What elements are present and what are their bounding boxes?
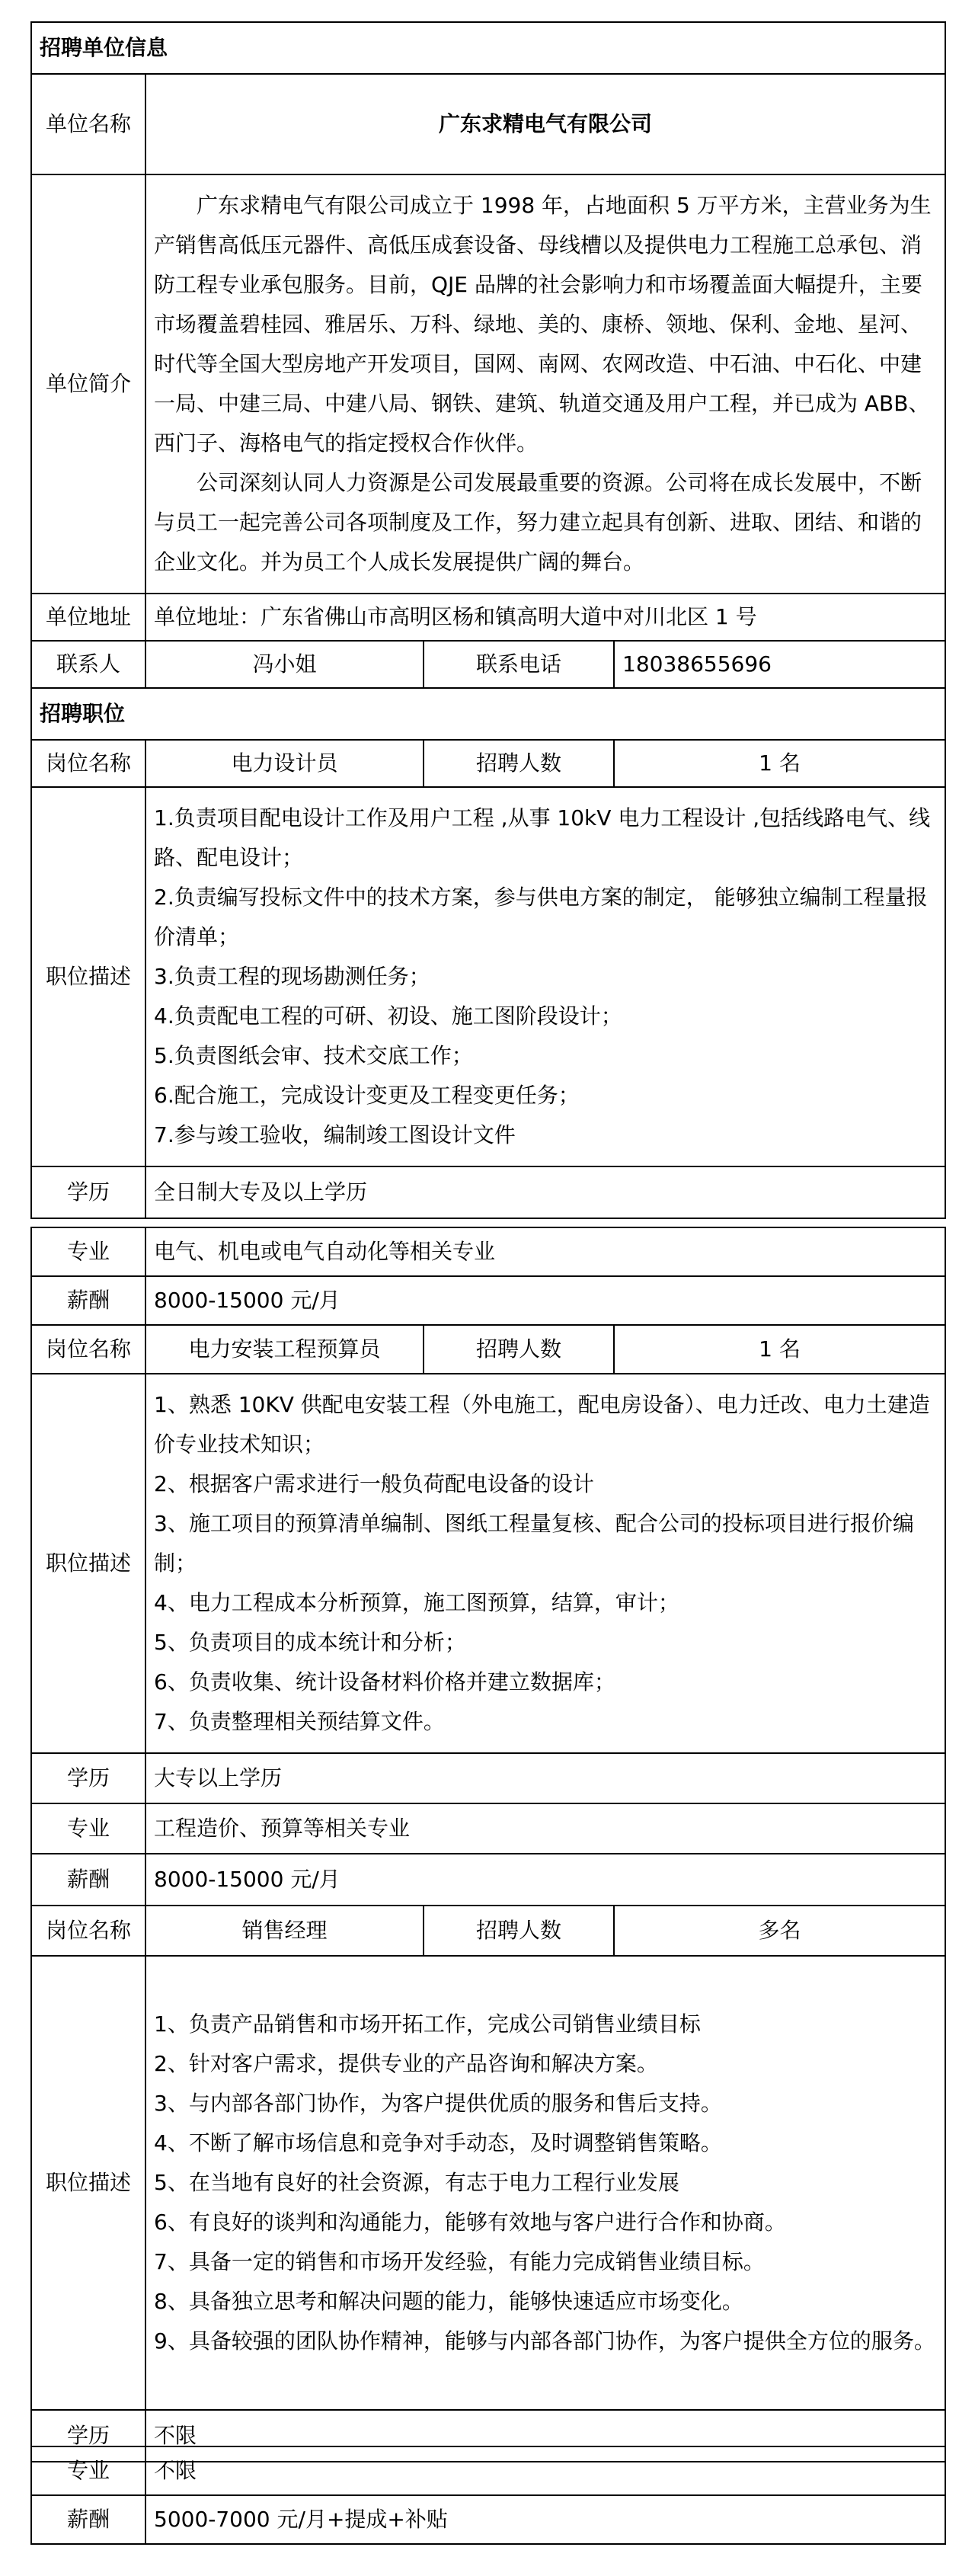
description-item: 5、在当地有良好的社会资源，有志于电力工程行业发展 — [154, 2170, 679, 2195]
description-item: 6、负责收集、统计设备材料价格并建立数据库； — [154, 1669, 615, 1694]
education-label: 学历 — [31, 1166, 145, 1218]
description-item: 7、负责整理相关预结算文件。 — [154, 1709, 445, 1734]
description-item: 4、电力工程成本分析预算，施工图预算，结算，审计； — [154, 1590, 679, 1615]
company-intro-label: 单位简介 — [31, 174, 145, 594]
description-item: 7、具备一定的销售和市场开发经验，有能力完成销售业绩目标。 — [154, 2249, 765, 2274]
position-name-label: 岗位名称 — [31, 1906, 145, 1956]
major-label: 专业 — [31, 1227, 145, 1276]
position-education: 不限 — [145, 2410, 945, 2462]
description-item: 6.配合施工，完成设计变更及工程变更任务； — [154, 1083, 580, 1108]
description-item: 2、针对客户需求，提供专业的产品咨询和解决方案。 — [154, 2051, 658, 2076]
position-salary: 8000-15000 元/月 — [145, 1854, 945, 1906]
description-label: 职位描述 — [31, 1374, 145, 1753]
position-education: 大专以上学历 — [145, 1753, 945, 1803]
address-label: 单位地址 — [31, 594, 145, 641]
position-name-label: 岗位名称 — [31, 1325, 145, 1374]
company-intro — [145, 174, 945, 594]
description-item: 8、具备独立思考和解决问题的能力，能够快速适应市场变化。 — [154, 2289, 743, 2314]
position-name-label: 岗位名称 — [31, 740, 145, 787]
headcount-label: 招聘人数 — [424, 740, 614, 787]
section-company-info-title: 招聘单位信息 — [31, 22, 945, 74]
salary-label: 薪酬 — [31, 1854, 145, 1906]
contact-person: 冯小姐 — [145, 641, 424, 688]
description-item: 2、根据客户需求进行一般负荷配电设备的设计 — [154, 1471, 594, 1496]
description-item: 3、与内部各部门协作，为客户提供优质的服务和售后支持。 — [154, 2091, 722, 2116]
company-intro-paragraph: 公司深刻认同人力资源是公司发展最重要的资源。公司将在成长发展中，不断与员工一起完善公司各项制度及工作，努力建立起具有创新、进取、团结、和谐的企业文化。并为员工个人成长发展提供广阔的舞台。 — [154, 470, 922, 574]
contact-phone: 18038655696 — [614, 641, 945, 688]
description-item: 1.负责项目配电设计工作及用户工程 ,从事 10kV 电力工程设计 ,包括线路电气、线路、配电设计； — [154, 805, 931, 870]
position-major: 工程造价、预算等相关专业 — [145, 1803, 945, 1854]
position-headcount: 1 名 — [614, 1325, 945, 1374]
position-headcount: 多名 — [614, 1906, 945, 1956]
description-label: 职位描述 — [31, 1956, 145, 2410]
company-name: 广东求精电气有限公司 — [145, 74, 945, 174]
position-description — [145, 1956, 945, 2410]
position-major: 电气、机电或电气自动化等相关专业 — [145, 1227, 945, 1276]
recruitment-table-part1 — [30, 21, 946, 1219]
headcount-label: 招聘人数 — [424, 1906, 614, 1956]
description-item: 3.负责工程的现场勘测任务； — [154, 964, 430, 989]
description-item: 5.负责图纸会审、技术交底工作； — [154, 1043, 473, 1068]
position-major: 不限 — [145, 2446, 945, 2495]
description-item: 4、不断了解市场信息和竞争对手动态，及时调整销售策略。 — [154, 2130, 722, 2155]
description-item: 5、负责项目的成本统计和分析； — [154, 1630, 466, 1655]
salary-label: 薪酬 — [31, 1276, 145, 1325]
recruitment-table-part2 — [30, 1227, 946, 2462]
position-name: 电力安装工程预算员 — [145, 1325, 424, 1374]
position-salary: 8000-15000 元/月 — [145, 1276, 945, 1325]
position-name: 电力设计员 — [145, 740, 424, 787]
description-item: 2.负责编写投标文件中的技术方案，参与供电方案的制定， 能够独立编制工程量报价清单； — [154, 885, 928, 949]
company-name-label: 单位名称 — [31, 74, 145, 174]
description-item: 4.负责配电工程的可研、初设、施工图阶段设计； — [154, 1003, 622, 1029]
company-address: 单位地址：广东省佛山市高明区杨和镇高明大道中对川北区 1 号 — [145, 594, 945, 641]
description-item: 1、熟悉 10KV 供配电安装工程（外电施工，配电房设备）、电力迁改、电力土建造价专业技术知识； — [154, 1392, 930, 1457]
company-intro-paragraph: 广东求精电气有限公司成立于 1998 年，占地面积 5 万平方米，主营业务为生产销售高低压元器件、高低压成套设备、母线槽以及提供电力工程施工总承包、消防工程专业承包服务。目前，QJE 品牌的社会影响力和市场覆盖面大幅提升，主要市场覆盖碧桂园、雅居乐、万科、绿地、美的、康桥、领地、保利、金地、星河、时代等全国大型房地产开发项目，国网、南网、农网改造、中石油、中石化、中建一局、中建三局、中建八局、钢铁、建筑、轨道交通及用户工程，并已成为 ABB、西门子、海格电气的指定授权合作伙伴。 — [154, 193, 932, 456]
salary-label: 薪酬 — [31, 2495, 145, 2544]
recruitment-table-part3 — [30, 2446, 946, 2545]
description-item: 9、具备较强的团队协作精神，能够与内部各部门协作，为客户提供全方位的服务。 — [154, 2328, 935, 2354]
headcount-label: 招聘人数 — [424, 1325, 614, 1374]
position-description — [145, 787, 945, 1166]
position-salary: 5000-7000 元/月+提成+补贴 — [145, 2495, 945, 2544]
description-item: 6、有良好的谈判和沟通能力，能够有效地与客户进行合作和协商。 — [154, 2210, 786, 2235]
phone-label: 联系电话 — [424, 641, 614, 688]
section-positions-title: 招聘职位 — [31, 688, 945, 740]
description-item: 1、负责产品销售和市场开拓工作，完成公司销售业绩目标 — [154, 2011, 701, 2037]
position-headcount: 1 名 — [614, 740, 945, 787]
description-label: 职位描述 — [31, 787, 145, 1166]
description-item: 7.参与竣工验收，编制竣工图设计文件 — [154, 1122, 516, 1147]
description-item: 3、施工项目的预算清单编制、图纸工程量复核、配合公司的投标项目进行报价编制； — [154, 1511, 914, 1576]
education-label: 学历 — [31, 2410, 145, 2462]
major-label: 专业 — [31, 1803, 145, 1854]
position-education: 全日制大专及以上学历 — [145, 1166, 945, 1218]
position-name: 销售经理 — [145, 1906, 424, 1956]
education-label: 学历 — [31, 1753, 145, 1803]
contact-label: 联系人 — [31, 641, 145, 688]
major-label: 专业 — [31, 2446, 145, 2495]
position-description — [145, 1374, 945, 1753]
